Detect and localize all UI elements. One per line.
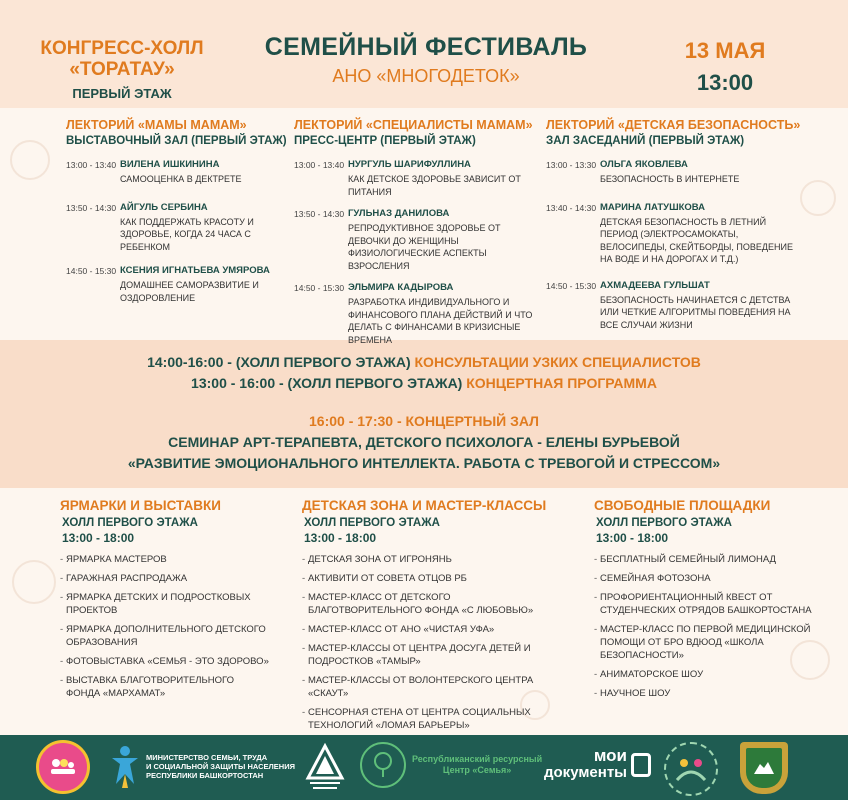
talk-topic: КАК ДЕТСКОЕ ЗДОРОВЬЕ ЗАВИСИТ ОТ ПИТАНИЯ bbox=[348, 174, 521, 197]
talk-item bbox=[294, 159, 534, 198]
talk-item bbox=[294, 282, 534, 346]
speaker-name: МАРИНА ЛАТУШКОВА bbox=[600, 201, 706, 213]
speaker-name: ЭЛЬМИРА КАДЫРОВА bbox=[348, 282, 454, 293]
talk-item bbox=[546, 280, 802, 332]
talk-time: 13:40 - 14:30 bbox=[546, 202, 597, 213]
lecture-room: ПРЕСС-ЦЕНТР (ПЕРВЫЙ ЭТАЖ) bbox=[294, 135, 476, 147]
talk-time: 13:00 - 13:40 bbox=[294, 160, 345, 170]
venue-block bbox=[22, 38, 222, 101]
speaker-name: КСЕНИЯ ИГНАТЬЕВА УМЯРОВА bbox=[120, 265, 270, 276]
speaker-name: АХМАДЕЕВА ГУЛЬШАТ bbox=[600, 279, 710, 291]
seminar-title: «РАЗВИТИЕ ЭМОЦИОНАЛЬНОГО ИНТЕЛЛЕКТА. РАБОТА С ТРЕВОГОЙ И СТРЕССОМ» bbox=[127, 455, 721, 471]
seminar-place: КОНЦЕРТНЫЙ ЗАЛ bbox=[405, 413, 539, 429]
concert-time: 13:00 - 16:00 - bbox=[191, 375, 288, 391]
ministry-text-line3: РЕСПУБЛИКИ БАШКОРТОСТАН bbox=[146, 770, 264, 780]
lecture-column-specialists bbox=[294, 118, 534, 356]
column-time: 13:00 - 18:00 bbox=[62, 531, 135, 545]
column-place: ХОЛЛ ПЕРВОГО ЭТАЖА bbox=[304, 517, 440, 529]
speaker-name: АЙГУЛЬ СЕРБИНА bbox=[120, 201, 208, 213]
talk-time: 14:50 - 15:30 bbox=[546, 280, 597, 291]
resource-center-line1: Республиканский ресурсный bbox=[412, 754, 543, 764]
list-item: - СЕНСОРНАЯ СТЕНА ОТ ЦЕНТРА СОЦИАЛЬНЫХ ТЕХНОЛОГИЙ «ЛОМАЯ БАРЬЕРЫ» bbox=[302, 706, 548, 732]
concert-place: (ХОЛЛ ПЕРВОГО ЭТАЖА) bbox=[287, 375, 467, 391]
speaker-name: ОЛЬГА ЯКОВЛЕВА bbox=[600, 159, 688, 170]
speaker-name: НУРГУЛЬ ШАРИФУЛЛИНА bbox=[348, 159, 471, 170]
tree-icon bbox=[360, 742, 406, 788]
decor-circle bbox=[800, 180, 836, 216]
list-item: - МАСТЕР-КЛАССЫ ОТ ЦЕНТРА ДОСУГА ДЕТЕЙ И ПОДРОСТКОВ «ТАМЫР» bbox=[302, 642, 548, 668]
talk-topic: РАЗРАБОТКА ИНДИВИДУАЛЬНОГО И ФИНАНСОВОГО ПЛАНА ДЕЙСТВИЙ И ЧТО ДЕЛАТЬ С ФИНАНСАМИ В КРИЗИСНЫЕ ВРЕМЕНА bbox=[348, 297, 533, 345]
mnogodetok-badge-icon bbox=[36, 740, 90, 794]
talk-time: 14:50 - 15:30 bbox=[66, 266, 117, 276]
consultations-line bbox=[0, 354, 848, 370]
column-time: 13:00 - 18:00 bbox=[304, 531, 377, 545]
column-title: ДЕТСКАЯ ЗОНА И МАСТЕР-КЛАССЫ bbox=[302, 498, 547, 513]
concert-line bbox=[0, 375, 848, 391]
column-list bbox=[60, 553, 270, 700]
list-item: - ФОТОВЫСТАВКА «СЕМЬЯ - ЭТО ЗДОРОВО» bbox=[60, 655, 270, 668]
decor-circle bbox=[10, 140, 50, 180]
column-list bbox=[302, 553, 548, 732]
lecture-title: ЛЕКТОРИЙ «СПЕЦИАЛИСТЫ МАМАМ» bbox=[294, 118, 533, 132]
list-item: - ВЫСТАВКА БЛАГОТВОРИТЕЛЬНОГО ФОНДА «МАРХАМАТ» bbox=[60, 674, 270, 700]
talk-topic: БЕЗОПАСНОСТЬ В ИНТЕРНЕТЕ bbox=[600, 174, 740, 184]
talk-item bbox=[66, 202, 288, 254]
talk-time: 13:50 - 14:30 bbox=[66, 202, 117, 213]
list-item: - АКТИВИТИ ОТ СОВЕТА ОТЦОВ РБ bbox=[302, 572, 548, 585]
column-place: ХОЛЛ ПЕРВОГО ЭТАЖА bbox=[596, 517, 732, 529]
column-time: 13:00 - 18:00 bbox=[596, 531, 669, 545]
talk-item bbox=[66, 265, 288, 304]
talk-item bbox=[546, 202, 802, 266]
consultations-time: 14:00-16:00 - bbox=[147, 354, 236, 370]
list-item: - ЯРМАРКА ДЕТСКИХ И ПОДРОСТКОВЫХ ПРОЕКТОВ bbox=[60, 591, 270, 617]
talk-topic: САМООЦЕНКА В ДЕКТРЕТЕ bbox=[120, 174, 242, 184]
talk-time: 13:50 - 14:30 bbox=[294, 209, 345, 219]
list-item: - ДЕТСКАЯ ЗОНА ОТ ИГРОНЯНЬ bbox=[302, 553, 548, 566]
talk-topic: РЕПРОДУКТИВНОЕ ЗДОРОВЬЕ ОТ ДЕВОЧКИ ДО ЖЕНЩИНЫ ФИЗИОЛОГИЧЕСКИЕ АСПЕКТЫ ВЗРОСЛЕНИЯ bbox=[348, 223, 501, 271]
ministry-text-line2: И СОЦИАЛЬНОЙ ЗАЩИТЫ НАСЕЛЕНИЯ bbox=[146, 761, 295, 771]
talk-item bbox=[546, 159, 802, 186]
talk-topic: ДОМАШНЕЕ САМОРАЗВИТИЕ И ОЗДОРОВЛЕНИЕ bbox=[120, 280, 259, 303]
mountain-emblem-icon bbox=[304, 742, 346, 792]
title-block bbox=[230, 33, 622, 87]
resource-center-line2: Центр «Семья» bbox=[442, 765, 512, 775]
resource-center-logo bbox=[360, 742, 542, 788]
family-icon bbox=[48, 757, 78, 777]
event-date: 13 МАЯ bbox=[684, 38, 766, 63]
list-item: - ЯРМАРКА ДОПОЛНИТЕЛЬНОГО ДЕТСКОГО ОБРАЗОВАНИЯ bbox=[60, 623, 270, 649]
concert-event: КОНЦЕРТНАЯ ПРОГРАММА bbox=[466, 375, 657, 391]
column-kids-zone bbox=[302, 498, 548, 738]
lecture-room: ВЫСТАВОЧНЫЙ ЗАЛ (ПЕРВЫЙ ЭТАЖ) bbox=[66, 135, 287, 147]
talk-time: 13:00 - 13:40 bbox=[66, 160, 117, 170]
talk-time: 13:00 - 13:30 bbox=[546, 160, 597, 170]
list-item: - МАСТЕР-КЛАСС ПО ПЕРВОЙ МЕДИЦИНСКОЙ ПОМОЩИ ОТ БРО ВДЮОД «ШКОЛА БЕЗОПАСНОСТИ» bbox=[594, 623, 824, 662]
column-place: ХОЛЛ ПЕРВОГО ЭТАЖА bbox=[62, 517, 198, 529]
seminar-time-line bbox=[0, 413, 848, 429]
list-item: - АНИМАТОРСКОЕ ШОУ bbox=[594, 668, 824, 681]
event-time: 13:00 bbox=[696, 70, 754, 95]
youth-logo bbox=[304, 742, 346, 792]
coat-of-arms-icon bbox=[740, 742, 788, 794]
list-item: - МАСТЕР-КЛАССЫ ОТ ВОЛОНТЕРСКОГО ЦЕНТРА «СКАУТ» bbox=[302, 674, 548, 700]
speaker-name: ВИЛЕНА ИШКИНИНА bbox=[120, 159, 220, 170]
column-title: СВОБОДНЫЕ ПЛОЩАДКИ bbox=[594, 498, 771, 513]
seminar-time: 16:00 - 17:30 - bbox=[309, 413, 406, 429]
venue-name-line2: «ТОРАТАУ» bbox=[69, 59, 175, 80]
organizer-subtitle: АНО «МНОГОДЕТОК» bbox=[332, 66, 520, 86]
lecture-column-safety bbox=[546, 118, 802, 341]
list-item: - ЯРМАРКА МАСТЕРОВ bbox=[60, 553, 270, 566]
venue-floor: ПЕРВЫЙ ЭТАЖ bbox=[72, 86, 172, 101]
talk-time: 14:50 - 15:30 bbox=[294, 283, 345, 293]
speaker-name: ГУЛЬНАЗ ДАНИЛОВА bbox=[348, 208, 450, 219]
ministry-logo bbox=[108, 744, 295, 788]
list-item: - ГАРАЖНАЯ РАСПРОДАЖА bbox=[60, 572, 270, 585]
seminar-speaker: СЕМИНАР АРТ-ТЕРАПЕВТА, ДЕТСКОГО ПСИХОЛОГА - ЕЛЕНЫ БУРЬЕВОЙ bbox=[168, 434, 680, 450]
talk-topic: КАК ПОДДЕРЖАТЬ КРАСОТУ И ЗДОРОВЬЕ, КОГДА 24 ЧАСА С РЕБЕНКОМ bbox=[120, 216, 254, 252]
document-icon bbox=[631, 753, 651, 777]
list-item: - СЕМЕЙНАЯ ФОТОЗОНА bbox=[594, 572, 824, 585]
consultations-event: КОНСУЛЬТАЦИИ УЗКИХ СПЕЦИАЛИСТОВ bbox=[414, 354, 701, 370]
page-title: СЕМЕЙНЫЙ ФЕСТИВАЛЬ bbox=[264, 33, 588, 61]
list-item: - БЕСПЛАТНЫЙ СЕМЕЙНЫЙ ЛИМОНАД bbox=[594, 553, 824, 566]
moi-text: мои bbox=[593, 746, 627, 765]
list-item: - НАУЧНОЕ ШОУ bbox=[594, 687, 824, 700]
talk-item bbox=[66, 159, 288, 186]
lecture-title: ЛЕКТОРИЙ «МАМЫ МАМАМ» bbox=[66, 118, 247, 132]
talk-topic: ДЕТСКАЯ БЕЗОПАСНОСТЬ В ЛЕТНИЙ ПЕРИОД (ЭЛЕКТРОСАМОКАТЫ, ВЕЛОСИПЕДЫ, СКЕЙТБОРДЫ, ПОВЕДЕНИЕ НА ВОДЕ И НА ДОРОГАХ И Т.Д.) bbox=[600, 216, 793, 264]
list-item: - МАСТЕР-КЛАСС ОТ АНО «ЧИСТАЯ УФА» bbox=[302, 623, 548, 636]
mnogodetok-logo bbox=[36, 740, 90, 794]
talk-topic: БЕЗОПАСНОСТЬ НАЧИНАЕТСЯ С ДЕТСТВА ИЛИ ЧЕТКИЕ АЛГОРИТМЫ ПОВЕДЕНИЯ НА ВСЕ СЛУЧАИ ЖИЗНИ bbox=[600, 294, 791, 330]
list-item: - ПРОФОРИЕНТАЦИОННЫЙ КВЕСТ ОТ СТУДЕНЧЕСКИХ ОТРЯДОВ БАШКОРТОСТАНА bbox=[594, 591, 824, 617]
decor-circle bbox=[12, 560, 56, 604]
dokumenty-text: документы bbox=[544, 764, 627, 781]
venue-name-line1: КОНГРЕСС-ХОЛЛ bbox=[40, 38, 204, 59]
column-title: ЯРМАРКИ И ВЫСТАВКИ bbox=[60, 498, 221, 513]
lecture-room: ЗАЛ ЗАСЕДАНИЙ (ПЕРВЫЙ ЭТАЖ) bbox=[546, 135, 745, 147]
column-free-areas bbox=[594, 498, 824, 706]
list-item: - МАСТЕР-КЛАСС ОТ ДЕТСКОГО БЛАГОТВОРИТЕЛЬНОГО ФОНДА «С ЛЮБОВЬЮ» bbox=[302, 591, 548, 617]
lecture-title: ЛЕКТОРИЙ «ДЕТСКАЯ БЕЗОПАСНОСТЬ» bbox=[546, 118, 801, 132]
talk-item bbox=[294, 208, 534, 272]
coat-of-arms-logo bbox=[740, 742, 788, 794]
lecture-column-moms bbox=[66, 118, 288, 314]
consultations-place: (ХОЛЛ ПЕРВОГО ЭТАЖА) bbox=[235, 354, 415, 370]
ministry-figure-icon bbox=[108, 744, 142, 788]
family-year-emblem-icon bbox=[664, 742, 718, 796]
column-list bbox=[594, 553, 824, 700]
ministry-text-line1: МИНИСТЕРСТВО СЕМЬИ, ТРУДА bbox=[146, 752, 268, 762]
column-fairs bbox=[60, 498, 270, 706]
moi-dokumenty-logo bbox=[544, 748, 651, 781]
date-block bbox=[650, 38, 800, 96]
family-year-logo bbox=[664, 742, 718, 796]
